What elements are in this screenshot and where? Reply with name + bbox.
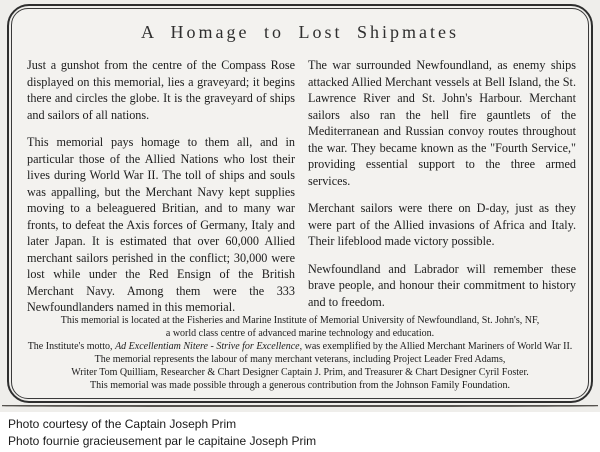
- right-column: [308, 57, 576, 327]
- footer-line-motto: [15, 340, 585, 353]
- photo-captions: [0, 412, 600, 452]
- right-paragraph-3: Newfoundland and Labrador will remember these brave people, and honour their commitment to history and to freedom.: [308, 261, 576, 309]
- caption-french: Photo fournie gracieusement par le capitaine Joseph Prim: [8, 434, 317, 448]
- footer-line-designers: Writer Tom Quilliam, Researcher & Chart Designer Captain J. Prim, and Treasurer & Chart Designer Cyril Foster.: [71, 367, 529, 378]
- right-paragraph-2: Merchant sailors were there on D-day, just as they were part of the Allied invasions of Africa and Italy. Their lifeblood made victory possible.: [308, 201, 576, 248]
- footer-line-location: This memorial is located at the Fisheries and Marine Institute of Memorial University of Newfoundland, St. John's, NF,: [60, 315, 540, 326]
- left-paragraph-1: Just a gunshot from the centre of the Compass Rose displayed on this memorial, lies a graveyard; it begins there and circles the globe. It is the graveyard of ships and sailors of all nations.: [27, 58, 295, 122]
- footer-line-centre: a world class centre of advanced marine technology and education.: [165, 328, 435, 339]
- footer-line-veterans: The memorial represents the labour of many merchant veterans, including Project Leader Fred Adams,: [94, 354, 506, 365]
- left-column: [27, 57, 295, 327]
- plaque-footer: [15, 314, 585, 392]
- footer-line-foundation: This memorial was made possible through a generous contribution from the Johnson Family Foundation.: [90, 380, 510, 391]
- motto-post: , was exemplified by the Allied Merchant Mariners of World War II.: [299, 341, 573, 352]
- motto-pre: The Institute's motto,: [27, 341, 116, 352]
- left-paragraph-2: This memorial pays homage to them all, and in particular those of the Allied Nations who lost their lives during World War II. The toll of ships and souls was appalling, but the Merchant Navy kept supplies moving to a beleaguered Britian, and to many war fronts, to defeat the Axis forces of Germany, Italy and later Japan. It is estimated that over 60,000 Allied merchant sailors perished in the conflict; 30,000 were lost while under the Red Ensign of the British Merchant Navy. Among them were the 333 Newfoundlanders named in this memorial.: [27, 135, 295, 314]
- plaque-body: [27, 57, 576, 327]
- caption-english: Photo courtesy of the Captain Joseph Prim: [8, 417, 237, 431]
- plaque-bottom-edge: [2, 405, 598, 407]
- plaque-title: A Homage to Lost Shipmates: [141, 22, 459, 42]
- right-paragraph-1: The war surrounded Newfoundland, as enemy ships attacked Allied Merchant vessels at Bell Island, the St. Lawrence River and St. John's Harbour. Merchant sailors also ran the hell fire gauntlets of the Mediterranean and Russian convoy routes throughout the war. They became known as the "Fourth Service," providing essential support to the three armed services.: [308, 58, 576, 188]
- motto-italic: Ad Excellentiam Nitere - Strive for Excellence: [115, 341, 300, 352]
